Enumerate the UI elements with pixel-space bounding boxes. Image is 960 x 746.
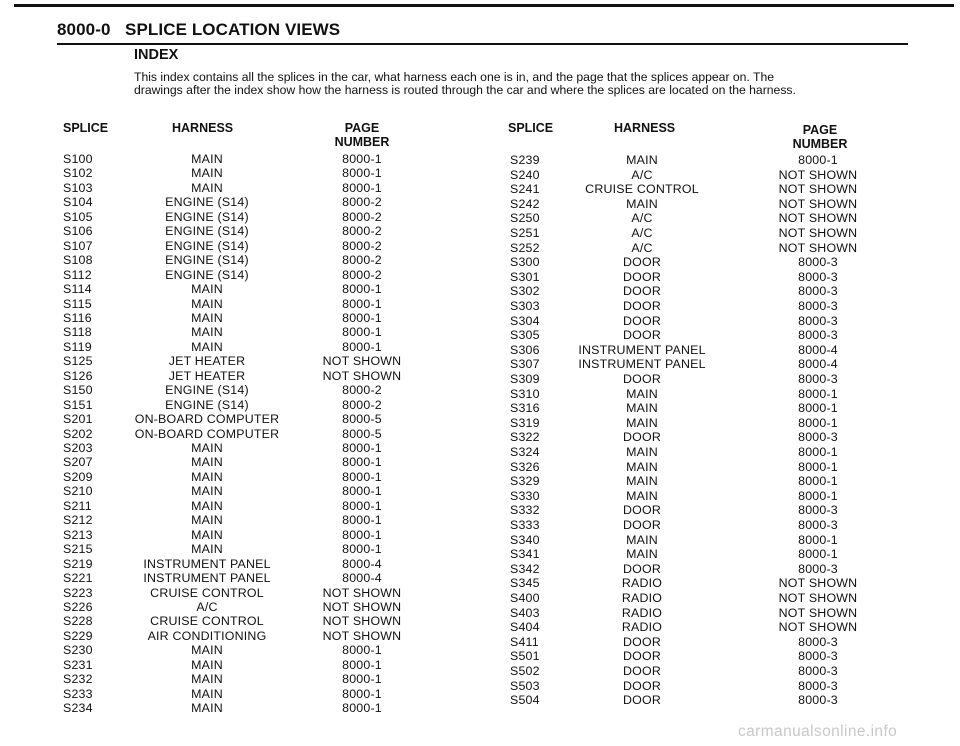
page-number-cell: 8000-1 (342, 513, 382, 528)
page-number-cell: 8000-3 (798, 634, 838, 649)
page-number-cell: 8000-2 (342, 267, 382, 282)
page-number-cell: 8000-1 (798, 415, 838, 430)
splice-id-cell: S202 (63, 426, 93, 441)
title-rule (57, 43, 908, 45)
harness-cell: MAIN (191, 701, 223, 716)
harness-cell: ON-BOARD COMPUTER (134, 426, 280, 441)
harness-cell: RADIO (621, 576, 663, 591)
page-number-cell: 8000-1 (342, 455, 382, 470)
harness-cell: MAIN (626, 401, 658, 416)
harness-cell: MAIN (626, 153, 658, 167)
splice-id-cell: S300 (510, 255, 540, 270)
harness-cell: MAIN (191, 513, 223, 528)
splice-id-cell: S115 (63, 296, 92, 311)
splice-id-cell: S241 (510, 182, 540, 197)
page-number-cell: 8000-1 (342, 325, 382, 340)
splice-id-cell: S104 (63, 195, 93, 210)
page-number-cell: 8000-2 (342, 195, 382, 210)
page-number-cell: 8000-1 (342, 527, 382, 542)
page-number-cell: 8000-1 (342, 701, 382, 716)
harness-cell: DOOR (623, 328, 661, 343)
page-number-cell: NOT SHOWN (322, 354, 402, 369)
page-number-cell: 8000-1 (342, 469, 382, 484)
splice-id-cell: S105 (63, 209, 93, 224)
harness-cell: MAIN (626, 445, 658, 459)
page-number-cell: NOT SHOWN (322, 368, 402, 383)
harness-cell: DOOR (623, 518, 661, 532)
harness-cell: ENGINE (S14) (165, 238, 249, 253)
page-number-cell: 8000-3 (798, 503, 838, 518)
harness-cell: CRUISE CONTROL (150, 585, 264, 600)
page-number-cell: 8000-3 (798, 664, 838, 678)
splice-id-cell: S305 (510, 328, 540, 343)
splice-id-cell: S504 (510, 693, 540, 708)
right-harness-header: HARNESS (614, 121, 676, 135)
splice-id-cell: S322 (510, 430, 540, 445)
splice-id-cell: S332 (510, 503, 540, 518)
page-number-cell: 8000-4 (798, 357, 838, 372)
harness-cell: ENGINE (S14) (165, 195, 249, 210)
page-number-cell: 8000-1 (798, 401, 838, 416)
left-page-header: PAGE NUMBER (334, 121, 390, 149)
splice-id-cell: S112 (63, 267, 92, 282)
page-number-cell: 8000-1 (342, 180, 382, 195)
page-number-cell: 8000-1 (342, 339, 382, 354)
harness-cell: MAIN (191, 339, 223, 354)
splice-id-cell: S230 (63, 643, 93, 658)
page-number-cell: NOT SHOWN (778, 211, 858, 226)
page-number-cell: 8000-2 (342, 253, 382, 268)
harness-cell: DOOR (623, 678, 661, 693)
harness-cell: MAIN (191, 166, 223, 181)
splice-id-cell: S319 (510, 415, 540, 430)
page-number-cell: 8000-1 (342, 166, 382, 181)
harness-cell: DOOR (623, 299, 661, 313)
harness-cell: MAIN (191, 441, 223, 455)
page-number-cell: 8000-1 (798, 488, 838, 503)
splice-id-cell: S333 (510, 518, 540, 532)
harness-cell: MAIN (191, 325, 223, 340)
splice-id-cell: S306 (510, 342, 540, 357)
splice-id-cell: S100 (63, 152, 93, 166)
harness-cell: MAIN (626, 415, 658, 430)
harness-cell: JET HEATER (168, 354, 246, 369)
page-number-cell: 8000-1 (342, 542, 382, 557)
page-number-cell: NOT SHOWN (322, 585, 402, 600)
harness-cell: MAIN (626, 532, 658, 547)
page-number-cell: NOT SHOWN (778, 605, 858, 620)
harness-cell: MAIN (191, 455, 223, 470)
splice-id-cell: S341 (510, 547, 540, 562)
harness-cell: RADIO (621, 605, 663, 620)
splice-id-cell: S304 (510, 313, 540, 328)
splice-id-cell: S106 (63, 224, 93, 239)
page-number-cell: 8000-3 (798, 561, 838, 576)
page-number-cell: 8000-2 (342, 383, 382, 398)
splice-id-cell: S239 (510, 153, 540, 167)
splice-id-cell: S231 (63, 657, 93, 672)
splice-id-cell: S240 (510, 167, 540, 182)
harness-cell: AIR CONDITIONING (147, 628, 267, 643)
harness-cell: RADIO (621, 591, 663, 605)
page-number-cell: 8000-1 (798, 445, 838, 459)
page-number-cell: 8000-1 (342, 310, 382, 325)
page-title: 8000-0 SPLICE LOCATION VIEWS (57, 20, 341, 39)
splice-id-cell: S103 (63, 180, 93, 195)
splice-id-cell: S302 (510, 284, 540, 299)
splice-id-cell: S108 (63, 253, 93, 268)
page-number-cell: 8000-3 (798, 678, 838, 693)
splice-id-cell: S501 (510, 649, 540, 664)
splice-id-cell: S329 (510, 474, 540, 489)
harness-cell: ENGINE (S14) (165, 209, 249, 224)
page-number-cell: 8000-3 (798, 693, 838, 708)
harness-cell: MAIN (191, 672, 223, 687)
page-number-cell: 8000-3 (798, 649, 838, 664)
harness-cell: INSTRUMENT PANEL (143, 556, 271, 571)
harness-cell: DOOR (623, 284, 661, 299)
harness-cell: JET HEATER (168, 368, 246, 383)
splice-id-cell: S324 (510, 445, 540, 459)
harness-cell: MAIN (626, 488, 658, 503)
harness-cell: ENGINE (S14) (165, 267, 249, 282)
splice-id-cell: S502 (510, 664, 540, 678)
page-number-cell: 8000-2 (342, 209, 382, 224)
harness-cell: A/C (631, 211, 653, 226)
page-number-cell: 8000-3 (798, 518, 838, 532)
splice-id-cell: S233 (63, 686, 93, 701)
page-number-cell: 8000-1 (798, 386, 838, 401)
page-number-cell: 8000-3 (798, 372, 838, 386)
harness-cell: MAIN (191, 180, 223, 195)
splice-id-cell: S119 (63, 339, 92, 354)
splice-id-cell: S207 (63, 455, 93, 470)
harness-cell: MAIN (191, 310, 223, 325)
left-harness-header: HARNESS (172, 121, 234, 135)
harness-cell: MAIN (191, 643, 223, 658)
page-number-cell: NOT SHOWN (778, 620, 858, 635)
page-number-cell: 8000-1 (342, 643, 382, 658)
harness-cell: MAIN (626, 474, 658, 489)
page-number-cell: 8000-3 (798, 299, 838, 313)
page-number-cell: 8000-1 (342, 282, 382, 297)
top-rule (14, 4, 954, 7)
splice-id-cell: S301 (510, 269, 540, 284)
harness-cell: CRUISE CONTROL (150, 614, 264, 629)
splice-id-cell: S403 (510, 605, 540, 620)
splice-id-cell: S232 (63, 672, 93, 687)
splice-id-cell: S345 (510, 576, 540, 591)
harness-cell: MAIN (626, 386, 658, 401)
harness-cell: MAIN (191, 657, 223, 672)
harness-cell: ENGINE (S14) (165, 397, 249, 412)
splice-id-cell: S228 (63, 614, 93, 629)
harness-cell: ENGINE (S14) (165, 383, 249, 398)
harness-cell: A/C (631, 167, 653, 182)
harness-cell: A/C (631, 226, 653, 240)
splice-id-cell: S340 (510, 532, 540, 547)
splice-id-cell: S151 (63, 397, 93, 412)
splice-id-cell: S226 (63, 599, 93, 614)
harness-cell: ENGINE (S14) (165, 224, 249, 239)
page-number-cell: 8000-5 (342, 426, 382, 441)
page-number-cell: 8000-1 (342, 672, 382, 687)
splice-id-cell: S223 (63, 585, 93, 600)
harness-cell: INSTRUMENT PANEL (578, 342, 706, 357)
splice-id-cell: S213 (63, 527, 93, 542)
page-number-cell: 8000-1 (342, 484, 382, 499)
watermark: carmanualsonline.info (738, 723, 898, 740)
splice-id-cell: S107 (63, 238, 93, 253)
page-number-cell: NOT SHOWN (322, 628, 402, 643)
harness-cell: A/C (196, 599, 218, 614)
splice-id-cell: S219 (63, 556, 93, 571)
splice-id-cell: S210 (63, 484, 93, 499)
splice-id-cell: S411 (510, 634, 539, 649)
splice-id-cell: S303 (510, 299, 540, 313)
splice-id-cell: S150 (63, 383, 93, 398)
harness-cell: DOOR (623, 503, 661, 518)
harness-cell: MAIN (191, 282, 223, 297)
harness-cell: ENGINE (S14) (165, 253, 249, 268)
page-number-cell: NOT SHOWN (778, 240, 858, 255)
page-number-cell: NOT SHOWN (778, 182, 858, 197)
page-number-cell: 8000-3 (798, 269, 838, 284)
splice-id-cell: S102 (63, 166, 93, 181)
splice-id-cell: S209 (63, 469, 93, 484)
harness-cell: MAIN (191, 686, 223, 701)
harness-cell: INSTRUMENT PANEL (578, 357, 706, 372)
page-number-cell: NOT SHOWN (322, 614, 402, 629)
right-splice-header: SPLICE (508, 121, 554, 135)
page-number-cell: 8000-1 (342, 657, 382, 672)
page-number-cell: 8000-1 (342, 498, 382, 513)
page-number-cell: 8000-1 (342, 686, 382, 701)
harness-cell: MAIN (191, 527, 223, 542)
splice-id-cell: S215 (63, 542, 93, 557)
section-heading: INDEX (134, 47, 179, 63)
left-splice-header: SPLICE (63, 121, 109, 135)
page-number-cell: 8000-3 (798, 328, 838, 343)
splice-id-cell: S342 (510, 561, 540, 576)
splice-id-cell: S250 (510, 211, 540, 226)
page-number-cell: 8000-4 (798, 342, 838, 357)
page-number-cell: NOT SHOWN (778, 576, 858, 591)
splice-id-cell: S330 (510, 488, 540, 503)
harness-cell: DOOR (623, 649, 661, 664)
splice-id-cell: S309 (510, 372, 540, 386)
page-number-cell: 8000-3 (798, 255, 838, 270)
harness-cell: MAIN (191, 296, 223, 311)
harness-cell: MAIN (626, 459, 658, 474)
page-number-cell: 8000-1 (342, 296, 382, 311)
splice-id-cell: S116 (63, 310, 92, 325)
splice-id-cell: S503 (510, 678, 540, 693)
page-number-cell: 8000-1 (342, 152, 382, 166)
splice-id-cell: S126 (63, 368, 93, 383)
page-number-cell: 8000-2 (342, 238, 382, 253)
splice-id-cell: S212 (63, 513, 93, 528)
page-number-cell: 8000-1 (798, 459, 838, 474)
splice-id-cell: S118 (63, 325, 92, 340)
harness-cell: DOOR (623, 561, 661, 576)
harness-cell: ON-BOARD COMPUTER (134, 412, 280, 427)
harness-cell: MAIN (191, 542, 223, 557)
splice-id-cell: S307 (510, 357, 540, 372)
splice-id-cell: S234 (63, 701, 93, 716)
page-number-cell: NOT SHOWN (322, 599, 402, 614)
harness-cell: DOOR (623, 664, 661, 678)
splice-id-cell: S114 (63, 282, 92, 297)
harness-cell: DOOR (623, 313, 661, 328)
page-number-cell: 8000-5 (342, 412, 382, 427)
page-number-cell: 8000-1 (798, 474, 838, 489)
harness-cell: MAIN (191, 484, 223, 499)
harness-cell: DOOR (623, 269, 661, 284)
right-page-header: PAGE NUMBER (792, 123, 848, 151)
splice-id-cell: S203 (63, 441, 93, 455)
harness-cell: DOOR (623, 430, 661, 445)
harness-cell: DOOR (623, 634, 661, 649)
splice-id-cell: S310 (510, 386, 540, 401)
page-number-cell: 8000-2 (342, 397, 382, 412)
harness-cell: A/C (631, 240, 653, 255)
page-number-cell: NOT SHOWN (778, 167, 858, 182)
splice-id-cell: S252 (510, 240, 540, 255)
harness-cell: MAIN (626, 196, 658, 211)
harness-cell: MAIN (191, 152, 223, 166)
page-number-cell: NOT SHOWN (778, 591, 858, 605)
harness-cell: MAIN (626, 547, 658, 562)
page-number-cell: 8000-2 (342, 224, 382, 239)
harness-cell: CRUISE CONTROL (585, 182, 699, 197)
harness-cell: DOOR (623, 255, 661, 270)
splice-id-cell: S229 (63, 628, 93, 643)
intro-paragraph: This index contains all the splices in the car, what harness each one is in, and the page that the splices appear on. The drawings after the index show how the harness is routed through the car and where the splices are located on the harness. (134, 70, 796, 98)
splice-id-cell: S326 (510, 459, 540, 474)
splice-id-cell: S201 (63, 412, 93, 427)
harness-cell: INSTRUMENT PANEL (143, 571, 271, 586)
page-number-cell: 8000-3 (798, 313, 838, 328)
page-number-cell: 8000-3 (798, 430, 838, 445)
splice-id-cell: S251 (510, 226, 540, 240)
harness-cell: DOOR (623, 372, 661, 386)
page-number-cell: NOT SHOWN (778, 226, 858, 240)
page-number-cell: 8000-1 (798, 153, 838, 167)
page-number-cell: 8000-4 (342, 556, 382, 571)
page-number-cell: NOT SHOWN (778, 196, 858, 211)
harness-cell: MAIN (191, 469, 223, 484)
page-number-cell: 8000-1 (342, 441, 382, 455)
splice-id-cell: S400 (510, 591, 540, 605)
splice-id-cell: S404 (510, 620, 540, 635)
splice-id-cell: S316 (510, 401, 540, 416)
splice-id-cell: S125 (63, 354, 93, 369)
page-number-cell: 8000-1 (798, 547, 838, 562)
splice-id-cell: S221 (63, 571, 93, 586)
page-number-cell: 8000-1 (798, 532, 838, 547)
page-number-cell: 8000-4 (342, 571, 382, 586)
splice-id-cell: S242 (510, 196, 540, 211)
splice-id-cell: S211 (63, 498, 92, 513)
harness-cell: DOOR (623, 693, 661, 708)
page-number-cell: 8000-3 (798, 284, 838, 299)
harness-cell: MAIN (191, 498, 223, 513)
harness-cell: RADIO (621, 620, 663, 635)
